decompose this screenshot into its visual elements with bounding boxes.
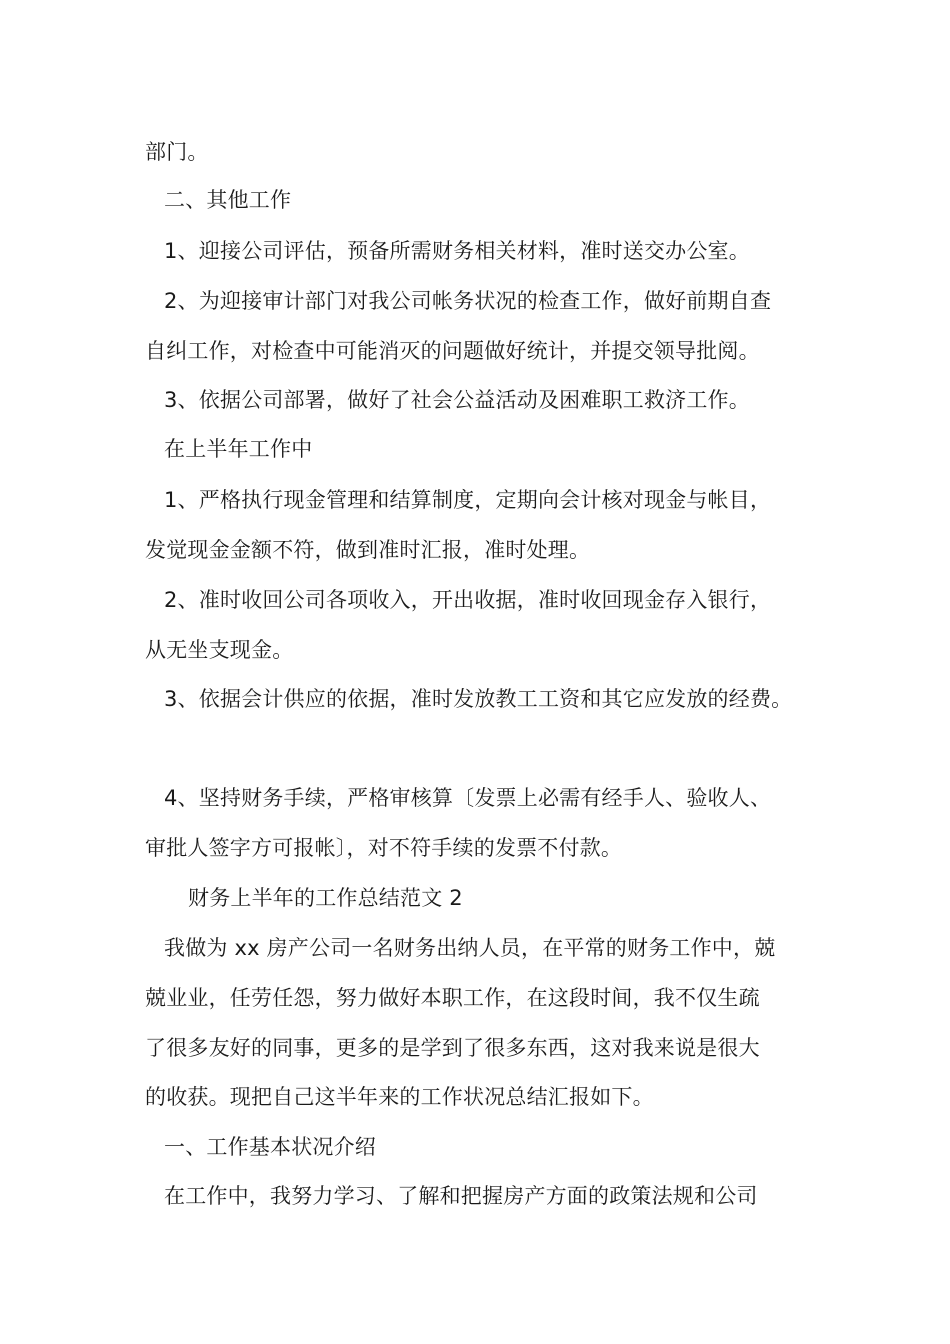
text-line: 从无坐支现金。	[145, 638, 294, 662]
text-line: 我做为 xx 房产公司一名财务出纳人员，在平常的财务工作中，兢	[164, 936, 776, 960]
text-line: 部门。	[145, 140, 209, 164]
text-line: 1、严格执行现金管理和结算制度，定期向会计核对现金与帐目，	[164, 488, 772, 512]
text-line: 兢业业，任劳任怨，努力做好本职工作，在这段时间，我不仅生疏	[145, 986, 760, 1010]
document-title: 财务上半年的工作总结范文 2	[188, 886, 463, 910]
text-line: 1、迎接公司评估，预备所需财务相关材料，准时送交办公室。	[164, 239, 750, 263]
text-line: 3、依据公司部署，做好了社会公益活动及困难职工救济工作。	[164, 388, 750, 412]
text-line: 2、准时收回公司各项收入，开出收据，准时收回现金存入银行，	[164, 588, 772, 612]
text-line: 3、依据会计供应的依据，准时发放教工工资和其它应发放的经费。	[164, 687, 793, 711]
section-heading: 二、其他工作	[164, 188, 292, 212]
text-line: 4、坚持财务手续，严格审核算〔发票上必需有经手人、验收人、	[164, 786, 772, 810]
text-line: 自纠工作，对检查中可能消灭的问题做好统计，并提交领导批阅。	[145, 339, 760, 363]
text-line: 的收获。现把自己这半年来的工作状况总结汇报如下。	[145, 1085, 654, 1109]
section-heading: 在上半年工作中	[164, 437, 313, 461]
text-line: 审批人签字方可报帐〕，对不符手续的发票不付款。	[145, 836, 623, 860]
text-line: 在工作中，我努力学习、了解和把握房产方面的政策法规和公司	[164, 1184, 758, 1208]
text-line: 了很多友好的同事，更多的是学到了很多东西，这对我来说是很大	[145, 1036, 760, 1060]
text-line: 2、为迎接审计部门对我公司帐务状况的检查工作，做好前期自查	[164, 289, 772, 313]
section-heading: 一、工作基本状况介绍	[164, 1135, 376, 1159]
text-line: 发觉现金金额不符，做到准时汇报，准时处理。	[145, 538, 591, 562]
